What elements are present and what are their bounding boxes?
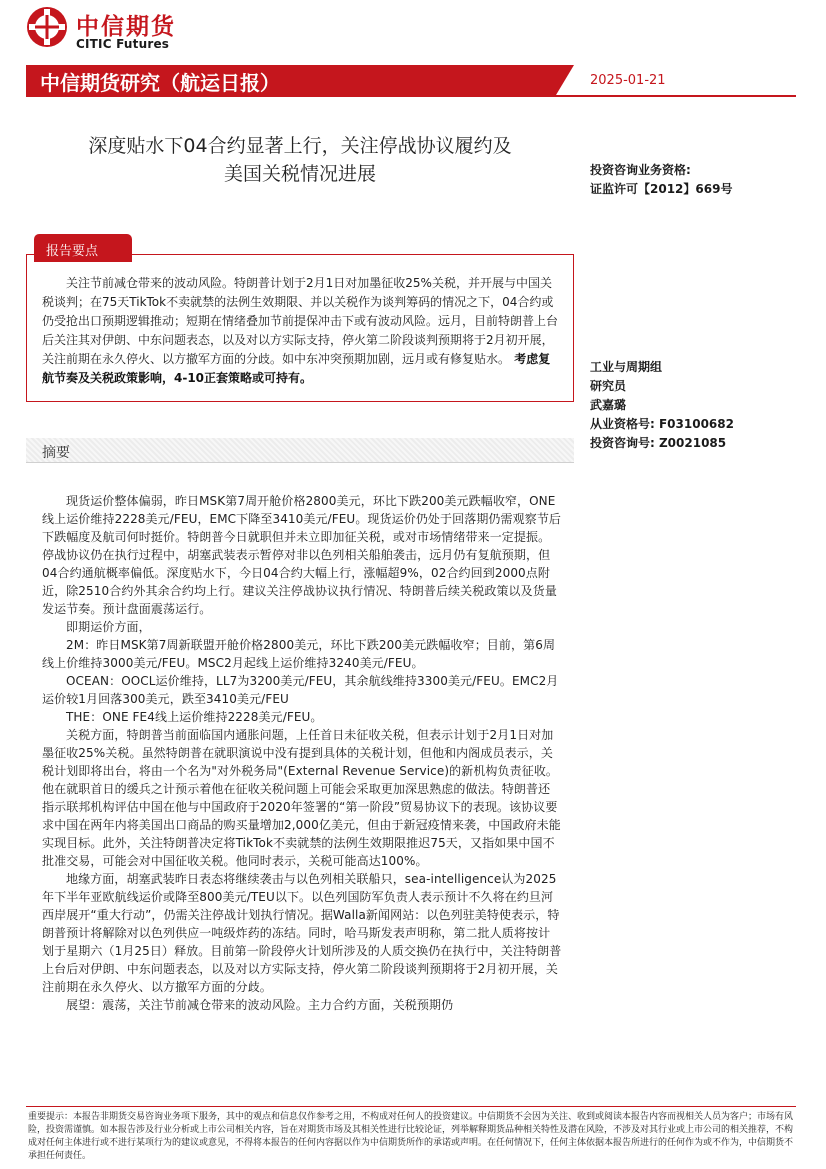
report-title-line-1: 深度贴水下04合约显著上行，关注停战协议履约及 — [88, 135, 512, 157]
summary-paragraph: 地缘方面，胡塞武装昨日表态将继续袭击与以色列相关联船只，sea-intelligence认为2025年下半年亚欧航线运价或降至800美元/TEU以下。以色列国防军负责人表示预计不久将在约旦河西岸展开“重大行动”，仍需关注停战计划执行情况。据Walla新闻网站：以色列驻美特使表示，特朗普预计将解除对以色列供应一吨级炸药的冻结。同时，哈马斯发表声明称，第二批人质将按计划于星期六（1月25日）释放。目前第一阶段停火计划所涉及的人质交换仍在执行中，关注特朗普上台后对伊朗、中东问题表态，以及对以方实际支持，停火第二阶段谈判预期将于2月初开展，关注前期在永久停火、以方撤军方面的分歧。 — [42, 872, 562, 994]
analyst-team: 工业与周期组 — [590, 360, 663, 374]
qualification-line-2: 证监许可【2012】669号 — [590, 182, 733, 196]
disclaimer-text: 重要提示：本报告非期货交易咨询业务项下服务，其中的观点和信息仅作参考之用，不构成对任何人的投资建议。中信期货不会因为关注、收到或阅读本报告内容而视相关人员为客户；市场有风险，投资需谨慎。如本报告涉及行业分析或上市公司相关内容，旨在对期货市场及其相关性进行比较论证，列举解释期货品种相关特性及潜在风险，不涉及对其行业或上市公司的相关推荐，不构成对任何主体进行或不进行某项行为的建议或意见，不得将本报告的任何内容据以作为中信期货所作的承诺或声明。在任何情况下，任何主体依据本报告所进行的任何作为或不作为，中信期货不承担任何责任。 — [28, 1112, 794, 1161]
report-date: 2025-01-21 — [590, 73, 666, 88]
key-points-emphasis: 考虑复航节奏及关税政策影响，4-10正套策略或可持有。 — [42, 352, 551, 385]
footer-divider — [26, 1106, 796, 1107]
summary-paragraph: 即期运价方面， — [66, 620, 151, 634]
brand-name-en: CITIC Futures — [76, 37, 170, 51]
summary-paragraph: THE：ONE FE4线上运价维持2228美元/FEU。 — [66, 710, 323, 724]
analyst-role: 研究员 — [590, 379, 627, 393]
summary-paragraph: 关税方面，特朗普当前面临国内通胀问题，上任首日未征收关税，但表示计划于2月1日对加墨征收25%关税。虽然特朗普在就职演说中没有提到具体的关税计划，但他和内阁成员表示，关税计划即将出台，将由一个名为"对外税务局"(External Revenue Service)的新机构负责征收。他在就职首日的缓兵之计预示着他在征收关税问题上可能会采取更加深思熟虑的做法。特朗普还指示联邦机构评估中国在他与中国政府于2020年签署的“第一阶段”贸易协议下的表现。该协议要求中国在两年内将美国出口商品的购买量增加2,000亿美元，但由于新冠疫情来袭，中国政府未能实现目标。此外，关注特朗普决定将TikTok不卖就禁的法例生效期限推迟75天，又指如果中国不批准交易，可能会对中国征收关税。他同时表示，关税可能高达100%。 — [42, 728, 561, 868]
summary-header-bar — [26, 438, 574, 463]
report-title — [30, 132, 570, 188]
key-points-tag-label: 报告要点 — [46, 244, 99, 259]
report-title-line-2: 美国关税情况进展 — [223, 163, 376, 185]
analyst-license: 从业资格号: F03100682 — [590, 417, 734, 431]
key-points-body: 关注节前减仓带来的波动风险。特朗普计划于2月1日对加墨征收25%关税，并开展与中国关税谈判；在75天TikTok不卖就禁的法例生效期限、并以关税作为谈判筹码的情况之下，04合约或仍受抢出口预期逻辑推动；短期在情绪叠加节前提保冲击下或有波动风险。远月，目前特朗普上台后关注其对伊朗、中东问题表态，以及对以方实际支持，停火第二阶段谈判预期将于2月初开展，关注前期在永久停火、以方撤军方面的分歧。如中东冲突预期加剧，远月或有修复贴水。 — [42, 276, 559, 366]
analyst-consult-number: 投资咨询号: Z0021085 — [590, 436, 727, 450]
analyst-name: 武嘉璐 — [590, 398, 627, 412]
brand-name-cn: 中信期货 — [76, 14, 176, 40]
report-series-title: 中信期货研究（航运日报） — [40, 71, 280, 95]
summary-paragraph: 现货运价整体偏弱，昨日MSK第7周开舱价格2800美元，环比下跌200美元跌幅收窄，ONE线上运价维持2228美元/FEU，EMC下降至3410美元/FEU。现货运价仍处于回落期仍需观察节后下跌幅度及航司何时挺价。特朗普今日就职但并未立即加征关税，或对市场情绪带来一定提振。停战协议仍在执行过程中，胡塞武装表示暂停对非以色列相关船舶袭击，远月仍有复航预期，但04合约通航概率偏低。深度贴水下，今日04合约大幅上行，涨幅超9%，02合约回到2000点附近，除2510合约外其余合约均上行。建议关注停战协议执行情况、特朗普后续关税政策以及货量发运节奏。预计盘面震荡运行。 — [42, 494, 562, 616]
summary-paragraph: OCEAN：OOCL运价维持，LL7为3200美元/FEU，其余航线维持3300美元/FEU。EMC2月运价较1月回落300美元，跌至3410美元/FEU — [42, 674, 559, 706]
summary-paragraph: 展望：震荡，关注节前减仓带来的波动风险。主力合约方面，关税预期仍 — [66, 998, 454, 1012]
header-divider — [26, 95, 796, 97]
key-points-text — [42, 274, 562, 388]
qualification-info — [590, 161, 732, 199]
analyst-info — [590, 358, 734, 453]
qualification-line-1: 投资咨询业务资格: — [590, 163, 691, 177]
summary-body — [42, 492, 562, 1014]
summary-heading: 摘要 — [42, 445, 70, 461]
summary-paragraph: 2M：昨日MSK第7周新联盟开舱价格2800美元，环比下跌200美元跌幅收窄；目前，第6周线上价维持3000美元/FEU。MSC2月起线上运价维持3240美元/FEU。 — [42, 638, 556, 670]
citic-logo-icon — [26, 6, 68, 48]
